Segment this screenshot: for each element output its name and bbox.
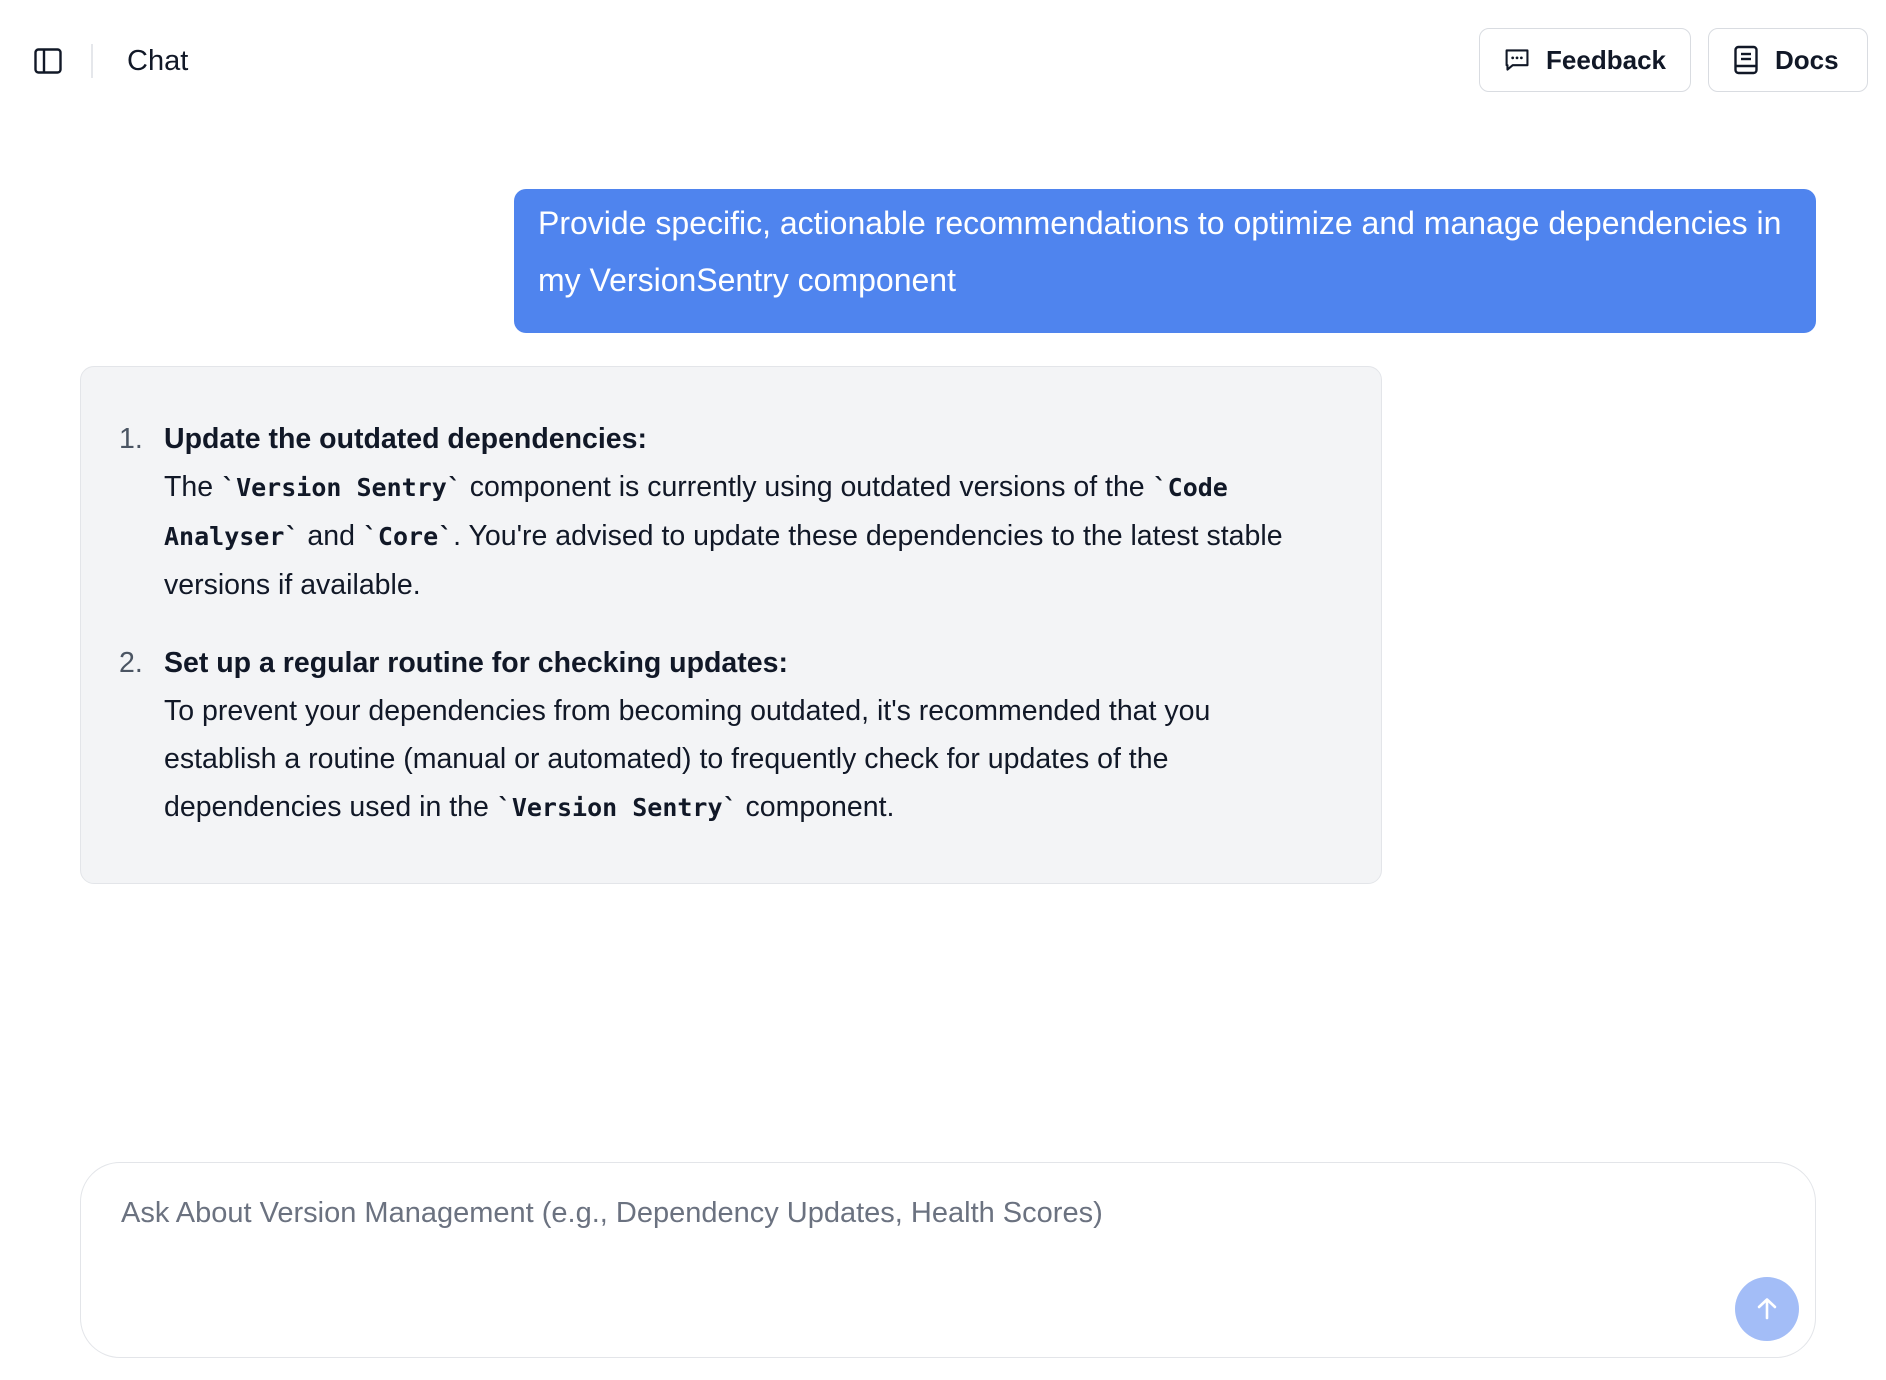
list-item-heading: Set up a regular routine for checking updates: xyxy=(164,647,788,679)
list-item-text xyxy=(164,463,1321,609)
inline-code: `Code Analyser` xyxy=(164,473,1228,551)
docs-button[interactable] xyxy=(1708,28,1868,92)
list-item xyxy=(119,639,1321,832)
message-square-icon xyxy=(1504,46,1530,74)
sidebar-panel-icon xyxy=(34,48,62,74)
book-icon xyxy=(1733,45,1759,75)
text-segment: and xyxy=(299,520,363,552)
list-item-number: 1. xyxy=(119,423,143,455)
page-title: Chat xyxy=(127,45,189,77)
list-item xyxy=(119,415,1321,609)
sidebar-toggle-button[interactable] xyxy=(30,44,66,78)
list-item-body xyxy=(164,415,1321,609)
inline-code: `Core` xyxy=(362,522,454,551)
chat-input[interactable] xyxy=(121,1191,1621,1235)
arrow-up-icon xyxy=(1754,1296,1780,1322)
text-segment: To prevent your dependencies from becoming outdated, it's recommended that you establish a routine (manual or automated) to frequently check for updates of the dependencies used in the xyxy=(164,695,1211,823)
text-segment: The xyxy=(164,471,222,503)
text-segment: component is currently using outdated versions of the xyxy=(461,471,1153,503)
feedback-label: Feedback xyxy=(1546,44,1666,75)
send-button[interactable] xyxy=(1735,1277,1799,1341)
list-item-number: 2. xyxy=(119,647,143,679)
list-item-text xyxy=(164,687,1321,832)
docs-label: Docs xyxy=(1775,44,1839,75)
text-segment: component. xyxy=(737,791,895,823)
user-message-text: Provide specific, actionable recommendations to optimize and manage dependencies in my VersionSentry component xyxy=(538,205,1782,298)
list-item-heading: Update the outdated dependencies: xyxy=(164,423,647,455)
header xyxy=(0,0,1886,120)
inline-code: `Version Sentry` xyxy=(496,793,738,822)
chat-input-container xyxy=(80,1162,1816,1358)
user-message-bubble xyxy=(514,189,1816,333)
header-divider xyxy=(91,44,93,78)
inline-code: `Version Sentry` xyxy=(221,473,462,502)
feedback-button[interactable] xyxy=(1479,28,1691,92)
text-segment: . You're advised to update these dependencies to the latest stable versions if available. xyxy=(164,520,1283,601)
assistant-message-bubble xyxy=(80,366,1382,884)
list-item-body xyxy=(164,639,1321,832)
recommendation-list xyxy=(119,415,1321,832)
